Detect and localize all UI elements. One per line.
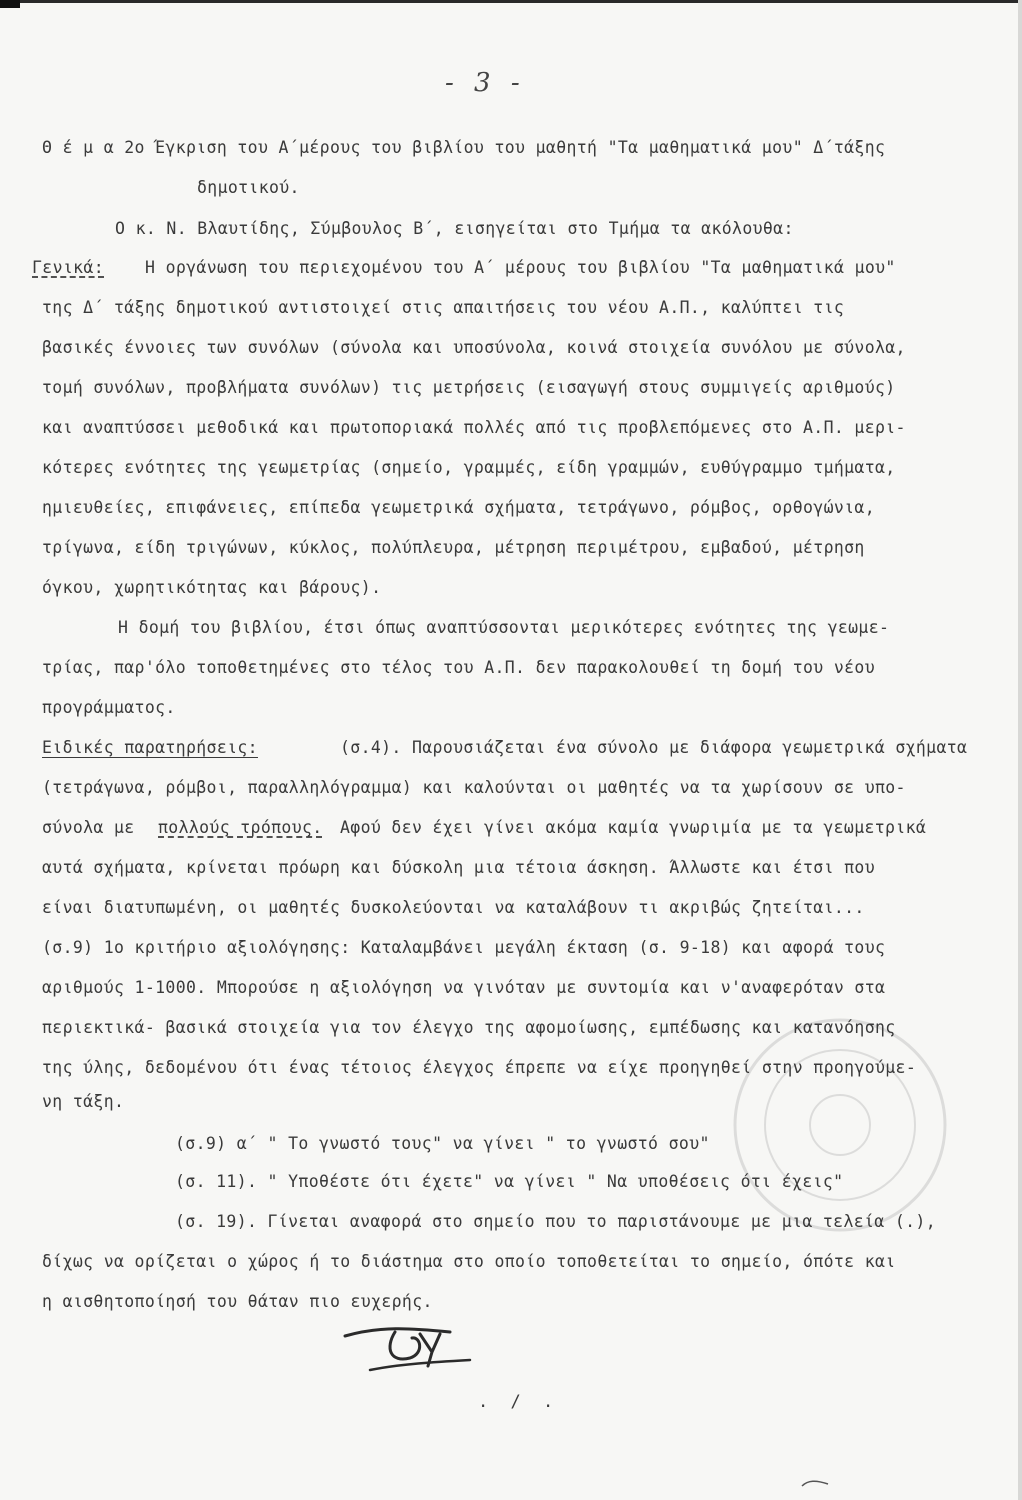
paragraph-line: κότερες ενότητες της γεωμετρίας (σημείο, γραμμές, είδη γραμμών, ευθύγραμμο τμήματα,: [42, 458, 896, 477]
page-number: - 3 -: [445, 68, 526, 98]
paragraph-line: (σ.4). Παρουσιάζεται ένα σύνολο με διάφορα γεωμετρικά σχήματα: [340, 738, 968, 757]
paragraph-line: της ύλης, δεδομένου ότι ένας τέτοιος έλεγχος έπρεπε να είχε προηγηθεί στην προηγούμε-: [42, 1058, 917, 1077]
paragraph-line: είναι διατυπωμένη, οι μαθητές δυσκολεύονται να καταλάβουν τι ακριβώς ζητείται...: [42, 898, 865, 917]
topic-heading-line: Θ έ μ α 2ο Έγκριση του Α΄μέρους του βιβλίου του μαθητή "Τα μαθηματικά μου" Δ΄τάξης: [42, 138, 886, 157]
rapporteur-intro: Ο κ. Ν. Βλαυτίδης, Σύμβουλος Β΄, εισηγείται στο Τμήμα τα ακόλουθα:: [115, 219, 794, 238]
scribble-mark: [800, 1478, 830, 1488]
paragraph-line: αριθμούς 1-1000. Μπορούσε η αξιολόγηση να γινόταν με συντομία και ν'αναφερόταν στα: [42, 978, 886, 997]
paragraph-line: τρίας, παρ'όλο τοποθετημένες στο τέλος του Α.Π. δεν παρακολουθεί τη δομή του νέου: [42, 658, 875, 677]
paragraph-line: η αισθητοποίησή του θάταν πιο ευχερής.: [42, 1292, 433, 1311]
stamp-seal: [725, 1010, 955, 1240]
page-top-edge: [0, 0, 1022, 3]
paragraph-line: σύνολα με: [42, 818, 135, 837]
paragraph-line: όγκου, χωρητικότητας και βάρους).: [42, 578, 382, 597]
paragraph-line: τρίγωνα, είδη τριγώνων, κύκλος, πολύπλευρα, μέτρηση περιμέτρου, εμβαδού, μέτρηση: [42, 538, 865, 557]
paragraph-line: της Δ΄ τάξης δημοτικού αντιστοιχεί στις απαιτήσεις του νέου Α.Π., καλύπτει τις: [42, 298, 845, 317]
correction-line: (σ. 11). " Υποθέστε ότι έχετε" να γίνει " Να υποθέσεις ότι έχεις": [175, 1172, 844, 1191]
paragraph-line: Αφού δεν έχει γίνει ακόμα καμία γνωριμία με τα γεωμετρικά: [340, 818, 927, 837]
paragraph-line: (τετράγωνα, ρόμβοι, παραλληλόγραμμα) και καλούνται οι μαθητές να τα χωρίσουν σε υπο-: [42, 778, 906, 797]
paragraph-line: Η οργάνωση του περιεχομένου του Α΄ μέρους του βιβλίου "Τα μαθηματικά μου": [145, 258, 896, 277]
correction-line: (σ.9) α΄ " Το γνωστό τους" να γίνει " το γνωστό σου": [175, 1134, 710, 1153]
paragraph-line: προγράμματος.: [42, 698, 176, 717]
paragraph-line: δίχως να ορίζεται ο χώρος ή το διάστημα στο οποίο τοποθετείται το σημείο, όπότε και: [42, 1252, 896, 1271]
page-right-edge: [1018, 0, 1022, 1500]
paragraph-line: Η δομή του βιβλίου, έτσι όπως αναπτύσσονται μερικότερες ενότητες της γεωμε-: [118, 618, 890, 637]
underlined-phrase: πολλούς τρόπους.: [158, 818, 323, 837]
corner-mark: [0, 0, 20, 8]
paragraph-line: βασικές έννοιες των συνόλων (σύνολα και υποσύνολα, κοινά στοιχεία συνόλου με σύνολα,: [42, 338, 906, 357]
paragraph-line: τομή συνόλων, προβλήματα συνόλων) τις μετρήσεις (εισαγωγή στους συμμιγείς αριθμούς): [42, 378, 896, 397]
section-label-special-remarks: Ειδικές παρατηρήσεις:: [42, 738, 258, 757]
correction-line: (σ. 19). Γίνεται αναφορά στο σημείο που το παριστάνουμε με μια τελεία (.),: [175, 1212, 937, 1231]
paragraph-line: περιεκτικά- βασικά στοιχεία για τον έλεγχο της αφομοίωσης, εμπέδωσης και κατανόησης: [42, 1018, 896, 1037]
signature: [340, 1318, 480, 1378]
continuation-mark: . / .: [478, 1392, 560, 1412]
section-label-general: Γενικά:: [32, 258, 104, 277]
paragraph-line: ημιευθείες, επιφάνειες, επίπεδα γεωμετρικά σχήματα, τετράγωνο, ρόμβος, ορθογώνια,: [42, 498, 875, 517]
paragraph-line: και αναπτύσσει μεθοδικά και πρωτοποριακά πολλές από τις προβλεπόμενες στο Α.Π. μερι-: [42, 418, 906, 437]
topic-heading-line-cont: δημοτικού.: [197, 178, 300, 197]
paragraph-line: (σ.9) 1ο κριτήριο αξιολόγησης: Καταλαμβάνει μεγάλη έκταση (σ. 9-18) και αφορά τους: [42, 938, 886, 957]
paragraph-line: αυτά σχήματα, κρίνεται πρόωρη και δύσκολη μια τέτοια άσκηση. Άλλωστε και έτσι που: [42, 858, 875, 877]
paragraph-line: νη τάξη.: [42, 1092, 125, 1111]
